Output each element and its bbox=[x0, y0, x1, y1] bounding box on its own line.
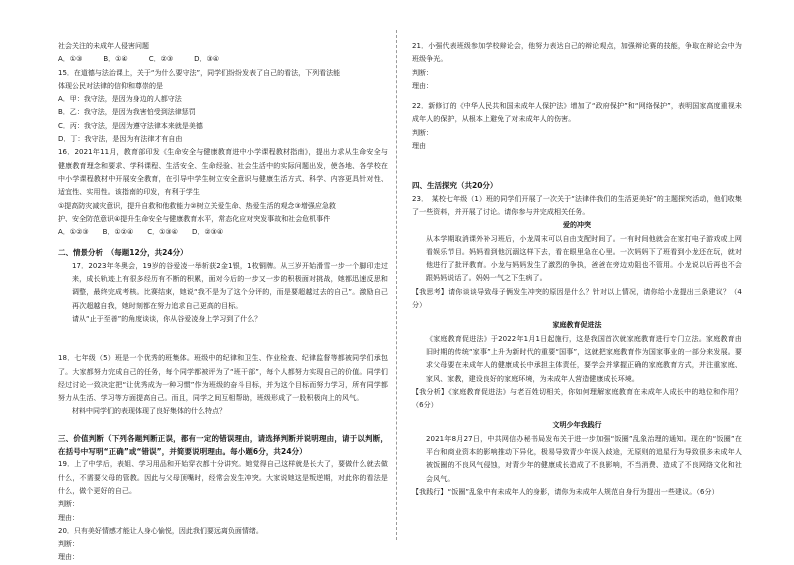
q23-intro: 23． 某校七年级（1）班的同学们开展了一次关于“法律伴我们的生活更美好”的主题探究活动，他们收集了一些资料，并开展了讨论。请你参与并完成相关任务。 bbox=[412, 194, 743, 216]
q17-question: 请从“止于至善”的角度谈谈，你从谷爱凌身上学习到了什么？ bbox=[72, 314, 262, 323]
q20-reason-label: 理由： bbox=[58, 553, 79, 562]
q16-stem: 16．2021年11月，教育部印发《生命安全与健康教育进中小学课程教材指南》，提出力求从生命安全与健康教育理念和要求、学科课程、生活安全、生命经验、社会生活中的实际问题出发，使各地、各学校在中小学课程教材中开展安全教育，在引导中学生树立安全意识与健康生活方式、科学、内容更具针对性、适宜性、实用性。该指南的印发，有利于学生 bbox=[58, 148, 388, 197]
q15-option-c: C．丙：我守法，是因为遵守法律本来就是美德 bbox=[58, 121, 203, 130]
q22-reason-label: 理由 bbox=[412, 142, 426, 151]
section-2-title: 二、情景分析 （每题12分，共24分） bbox=[58, 248, 188, 258]
q14-options: A．①③ B．①④ C．②③ D．③④ bbox=[58, 55, 220, 64]
task-think: 【我思考】请你谈谈导致母子俩发生冲突的原因是什么？针对以上情况，请你给小龙提出三条建议？（4分） bbox=[412, 287, 742, 310]
section-4-title: 四、生活探究（共20分） bbox=[412, 181, 498, 191]
case-civilized-youth: 2021年8月27日，中共网信办秘书局发布关于进一步加强“饭圈”乱象治理的通知。现在的“饭圈”在平台和商业资本的影响推动下异化，极易导致青少年误入歧途，无原则的追星行为导致很多未成年人被饭圈的不良风气侵蚀，对青少年的健康成长造成了不良影响，不当消费、造成了不良网络文化和社会风气。 bbox=[426, 434, 742, 483]
q16-choices-line1: ①提高防灾减灾意识，提升自救和他救能力②树立关爱生命、热爱生活的观念③增强应急救 bbox=[58, 201, 336, 210]
task-analyze: 【我分析】《家庭教育促进法》与老百姓切相关，你如何理解家庭教育在未成年人成长中的地位和作用？（6分） bbox=[412, 387, 742, 410]
case-love-conflict: 从本学期取消课外补习班后，小龙周末可以自由支配时间了。一有时间他就会在家打电子游戏或上网看娱乐节目。妈妈看到他沉溺这样下去，看在眼里急在心里。一次妈妈下了班看到小龙还在玩，就对他进行了批评教育。小龙与妈妈发生了激烈的争执，爸爸在旁边劝阻也不管用。小龙说以后再也不会跟妈妈说话了。妈妈一气之下生病了。 bbox=[426, 234, 742, 283]
q16-options: A．①②③ B．①②④ C．①③④ D．②③④ bbox=[58, 228, 224, 237]
q22-judge-label: 判断： bbox=[412, 128, 433, 137]
task-practice: 【我践行】“饭圈”乱象中有未成年人的身影，请你为未成年人规范自身行为提出一些建议。（6分） bbox=[412, 487, 719, 496]
q15-option-a: A．甲：我守法，是因为身边的人都守法 bbox=[58, 95, 182, 104]
case-family-education-law: 《家庭教育促进法》于2022年1月1日起施行，这是我国首次就家庭教育进行专门立法。家庭教育由旧时期的传统“家事”上升为新时代的重要“国事”，这就把家庭教育作为国家事业的一部分来发展。要求父母要在未成年人的健康成长中承担主体责任，要学会并掌握正确的家庭教育方式，并注重家庭、家风、家教，建设良好的家庭环境，为未成年人营造健康成长环境。 bbox=[426, 334, 742, 383]
q17-text: 17．2023年冬奥会，19岁的谷爱凌一举斩获2金1银，1枚铜牌。从三岁开始滑雪一步一个脚印走过来，成长轨迹上有很多经历有不断的积累，面对今后的一步又一步的积极面对挑战，她都迅速反思和调整，最终完成考核。比赛结束，她说“我不是为了这个分评的，而是要超越过去的自己”。激励自己再次超越自我，她时刻都在努力追求自己更高的目标。 bbox=[72, 261, 388, 310]
topic-love-conflict: 爱的冲突 bbox=[563, 221, 591, 230]
q19-judge-label: 判断： bbox=[58, 500, 79, 509]
topic-civilized-youth: 文明少年我践行 bbox=[552, 421, 602, 430]
q15-option-b: B．乙：我守法，是因为我害怕受到法律惩罚 bbox=[58, 108, 196, 117]
q21-reason-label: 理由： bbox=[412, 81, 433, 90]
q18-question: 材料中同学们的表现体现了良好集体的什么特点？ bbox=[72, 407, 226, 416]
q19-text: 19．上了中学后，表姐、学习用品和开始穿衣都十分讲究。她觉得自己这样就是长大了，要做什么就去做什么，不需要父母的管教。因此与父母顶嘴时，经常会发生冲突。大家说她这是叛逆期，对此你的看法是什么，做个更好的自己。 bbox=[58, 460, 388, 495]
section-3-title: 三、价值判断（下列各题判断正误，都有一定的错误理由，请选择判断并说明理由，请于以判断，在括号中写明“正确”或“错误”，并简要说明理由。每小题6分，共24分） bbox=[58, 433, 388, 457]
q15-stem-line2: 体现公民对法律的信仰和尊崇的是 bbox=[58, 81, 163, 90]
left-column bbox=[58, 40, 388, 565]
column-divider bbox=[396, 30, 397, 540]
q16-choices-line2: 护、安全防范意识④提升生命安全与健康教育水平，常态化应对突发事故和社会危机事件 bbox=[58, 214, 331, 223]
topic-family-education-law: 家庭教育促进法 bbox=[552, 321, 602, 330]
q20-text: 20．只有美好情感才能让人身心愉悦，因此我们要远离负面情绪。 bbox=[58, 526, 263, 535]
q21-text: 21．小强代表班级参加学校辩论会，他努力表达自己的辩论观点，加强辩论赛的技能，争取在辩论会中为班级争光。 bbox=[412, 42, 742, 64]
q22-text: 22．新修订的《中华人民共和国未成年人保护法》增加了“政府保护”和“网络保护”，表明国家高度重视未成年人的保护，从根本上避免了对未成年人的伤害。 bbox=[412, 102, 742, 124]
q14-stem-tail: 社会关注的未成年人侵害问题 bbox=[58, 42, 149, 50]
q15-stem-line1: 15．在道德与法治课上，关于“为什么要守法”，同学们纷纷发表了自己的看法，下列看法能 bbox=[58, 68, 341, 77]
q15-option-d: D．丁：我守法，是因为有法律才有自由 bbox=[58, 135, 183, 144]
q19-reason-label: 理由： bbox=[58, 513, 79, 522]
right-column bbox=[412, 40, 742, 499]
q18-text: 18．七年级（5）班是一个优秀的班集体。班级中的纪律和卫生、作业检查、纪律监督等都被同学们承包了。大家都努力完成自己的任务，每个同学都被评为了“班干部”，每个人都努力实现自己的价值。同学们经过讨论一致决定把“让优秀成为一种习惯”作为班级的奋斗目标，并为这个目标而努力学习，所有同学都努力从生活、学习等方面提高自己。而且，同学之间互相帮助，班级形成了一股积极向上的风气。 bbox=[58, 354, 388, 403]
q21-judge-label: 判断： bbox=[412, 68, 433, 77]
q20-judge-label: 判断： bbox=[58, 540, 79, 549]
